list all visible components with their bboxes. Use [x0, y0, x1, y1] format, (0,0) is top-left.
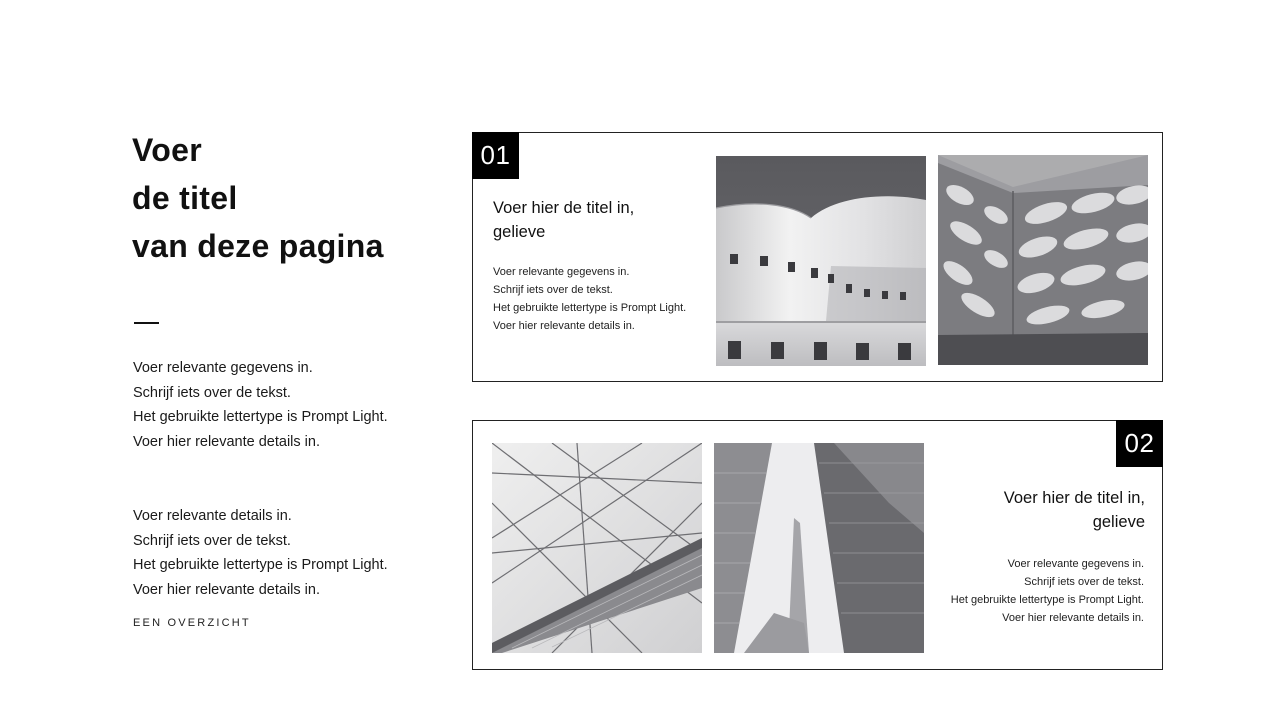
card-title-line-1: Voer hier de titel in,	[1003, 489, 1145, 507]
detail-line-2: Schrijf iets over de tekst.	[133, 532, 291, 549]
page-title	[132, 126, 384, 270]
page-title-line-2: de titel	[132, 180, 238, 216]
skyscrapers-image	[714, 443, 924, 653]
page-title-line-1: Voer	[132, 132, 202, 168]
detail-line-4: Voer hier relevante details in.	[133, 581, 320, 598]
card-text-line-3: Het gebruikte lettertype is Prompt Light.	[950, 594, 1144, 606]
card-title	[493, 196, 634, 244]
card-text-line-4: Voer hier relevante details in.	[493, 320, 635, 332]
detail-line-3: Het gebruikte lettertype is Prompt Light.	[133, 557, 388, 573]
detail-line-1: Voer relevante details in.	[133, 508, 292, 524]
intro-line-3: Het gebruikte lettertype is Prompt Light.	[133, 409, 388, 425]
card-01	[472, 132, 1163, 382]
overview-label: EEN OVERZICHT	[133, 617, 251, 629]
glass-roof-image	[492, 443, 702, 653]
title-divider	[134, 322, 159, 324]
card-text-line-1: Voer relevante gegevens in.	[1007, 558, 1144, 570]
card-text-line-2: Schrijf iets over de tekst.	[493, 284, 613, 296]
card-title-line-2: gelieve	[493, 223, 546, 241]
glass-roof-structure-photo	[492, 443, 702, 653]
page-title-line-3: van deze pagina	[132, 228, 384, 264]
shadow-pattern-image	[938, 155, 1148, 365]
curved-building-image	[716, 156, 926, 366]
shadow-pattern-wall-photo	[938, 155, 1148, 365]
skyscrapers-looking-up-photo	[714, 443, 924, 653]
card-text	[951, 555, 1144, 627]
intro-text	[133, 356, 388, 454]
card-number-badge: 01	[472, 132, 519, 179]
card-text-line-1: Voer relevante gegevens in.	[493, 266, 630, 278]
intro-line-2: Schrijf iets over de tekst.	[133, 384, 291, 401]
card-text	[493, 263, 686, 335]
card-title	[1004, 486, 1145, 534]
intro-line-4: Voer hier relevante details in.	[133, 433, 320, 450]
card-text-line-4: Voer hier relevante details in.	[1002, 612, 1144, 624]
intro-line-1: Voer relevante gegevens in.	[133, 360, 313, 376]
card-title-line-1: Voer hier de titel in,	[493, 199, 635, 217]
card-02	[472, 420, 1163, 670]
card-text-line-2: Schrijf iets over de tekst.	[1024, 576, 1144, 588]
curved-building-photo	[716, 156, 926, 366]
card-text-line-3: Het gebruikte lettertype is Prompt Light.	[493, 302, 687, 314]
card-title-line-2: gelieve	[1092, 513, 1145, 531]
detail-text	[133, 504, 388, 602]
card-number-badge: 02	[1116, 420, 1163, 467]
